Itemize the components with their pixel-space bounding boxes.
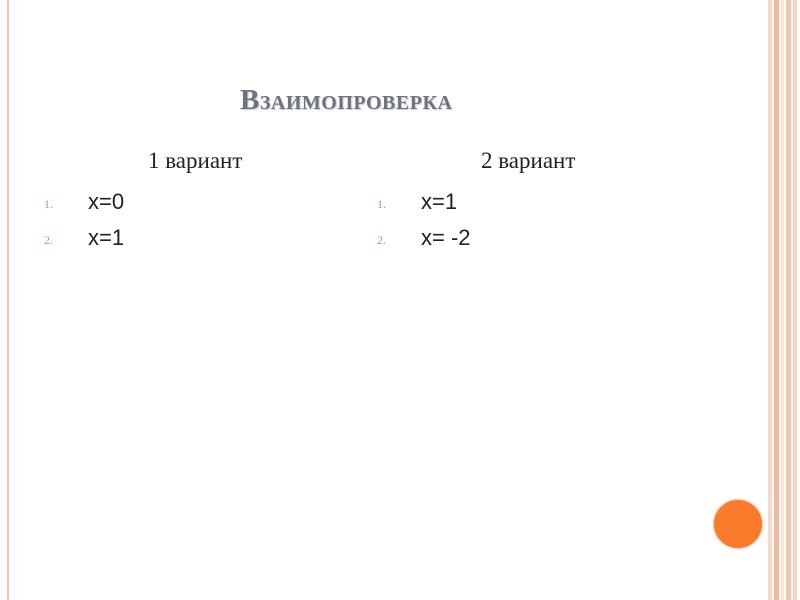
right-border-stripe (768, 0, 772, 600)
list-item-number: 2. (44, 233, 53, 247)
right-border-stripe (786, 0, 791, 600)
list-item-number: 1. (44, 197, 53, 211)
right-border-stripe (781, 0, 784, 600)
left-border-line (7, 0, 9, 600)
right-border-stripe (793, 0, 797, 600)
variant-1-header: 1 вариант (148, 148, 243, 173)
orange-circle-decoration-icon (714, 500, 762, 548)
list-item-text: x=1 (421, 189, 458, 214)
list-item-number: 2. (377, 233, 386, 247)
right-border-stripe (774, 0, 779, 600)
list-item-text: x= -2 (421, 225, 471, 250)
list-item-text: x=0 (88, 189, 125, 214)
list-item-number: 1. (377, 197, 386, 211)
variant-2-header: 2 вариант (481, 148, 576, 173)
slide-title: Взаимопроверка (240, 84, 453, 116)
list-item-text: x=1 (88, 225, 125, 250)
